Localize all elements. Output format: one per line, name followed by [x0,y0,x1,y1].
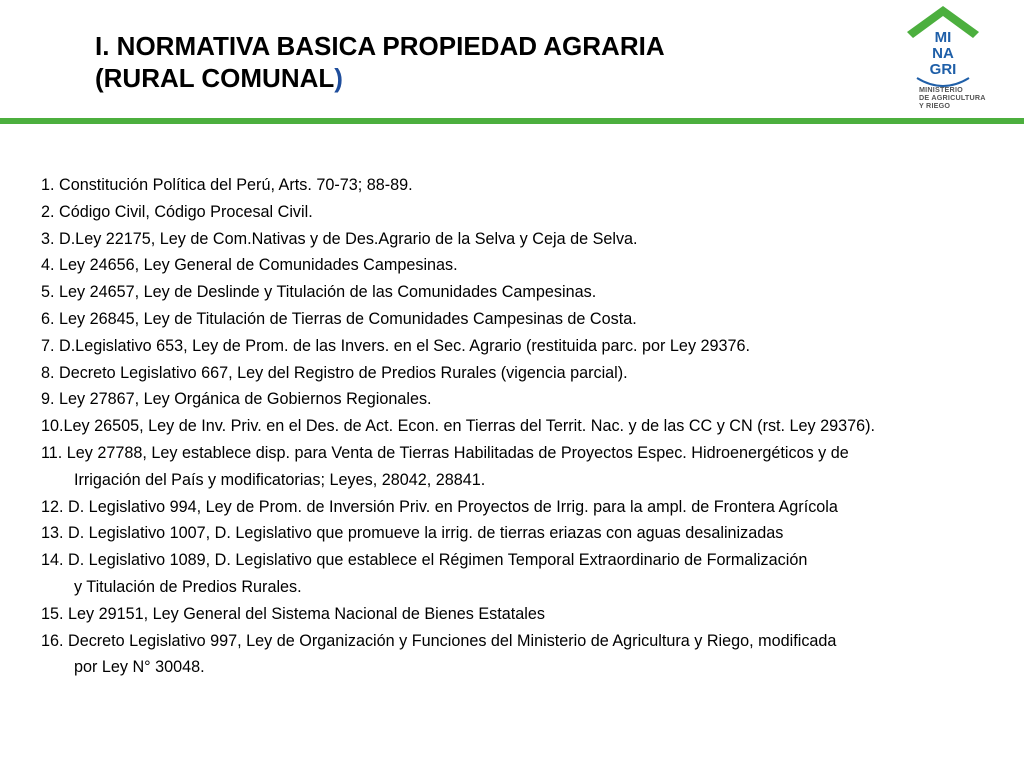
list-item: 7. D.Legislativo 653, Ley de Prom. de las Invers. en el Sec. Agrario (restituida parc. por Ley 29376. [41,336,751,355]
slide-title-line1: I. NORMATIVA BASICA PROPIEDAD AGRARIA [95,31,665,61]
list-item: 3. D.Ley 22175, Ley de Com.Nativas y de Des.Agrario de la Selva y Ceja de Selva. [41,229,638,248]
list-item: 11. Ley 27788, Ley establece disp. para Venta de Tierras Habilitadas de Proyectos Espec. Hidroenergéticos y de [41,443,849,462]
logo-caption-line: Y RIEGO [919,101,951,110]
list-item-continuation: y Titulación de Predios Rurales. [74,577,302,596]
logo-caption-line: MINISTERIO [919,85,963,94]
list-item: 1. Constitución Política del Perú, Arts. 70-73; 88-89. [41,176,413,194]
slide-title-line2: (RURAL COMUNAL [95,63,335,93]
list-item: 13. D. Legislativo 1007, D. Legislativo que promueve la irrig. de tierras eriazas con aguas desalinizadas [41,524,784,543]
list-item: 9. Ley 27867, Ley Orgánica de Gobiernos Regionales. [41,390,432,409]
list-item: 14. D. Legislativo 1089, D. Legislativo que establece el Régimen Temporal Extraordinario de Formalización [41,551,808,570]
list-item: 16. Decreto Legislativo 997, Ley de Organización y Funciones del Ministerio de Agricultura y Riego, modificada [41,631,837,650]
list-item: 8. Decreto Legislativo 667, Ley del Registro de Predios Rurales (vigencia parcial). [41,363,628,382]
list-item: 5. Ley 24657, Ley de Deslinde y Titulación de las Comunidades Campesinas. [41,283,597,302]
list-item-continuation: Irrigación del País y modificatorias; Leyes, 28042, 28841. [74,470,486,489]
list-item: 4. Ley 24656, Ley General de Comunidades Campesinas. [41,256,458,275]
logo-row2: NA [932,45,954,62]
list-item: 6. Ley 26845, Ley de Titulación de Tierras de Comunidades Campesinas de Costa. [41,309,637,328]
list-item: 12. D. Legislativo 994, Ley de Prom. de Inversión Priv. en Proyectos de Irrig. para la ampl. de Frontera Agrícola [41,497,838,516]
logo-row1: MI [934,29,952,46]
list-item: 10.Ley 26505, Ley de Inv. Priv. en el Des. de Act. Econ. en Tierras del Territ. Nac. y de las CC y CN (rst. Ley 29376). [41,417,876,436]
list-item-continuation: por Ley N° 30048. [74,658,205,677]
normativa-list [41,172,1021,681]
green-divider [0,118,1024,124]
logo-caption [919,86,1009,110]
list-item: 2. Código Civil, Código Procesal Civil. [41,202,313,221]
logo-row3: GRI [929,61,957,78]
list-item: 15. Ley 29151, Ley General del Sistema Nacional de Bienes Estatales [41,604,545,623]
slide-title-paren: ) [334,63,343,93]
logo-caption-line: DE AGRICULTURA [919,93,986,102]
slide-title [95,30,855,94]
